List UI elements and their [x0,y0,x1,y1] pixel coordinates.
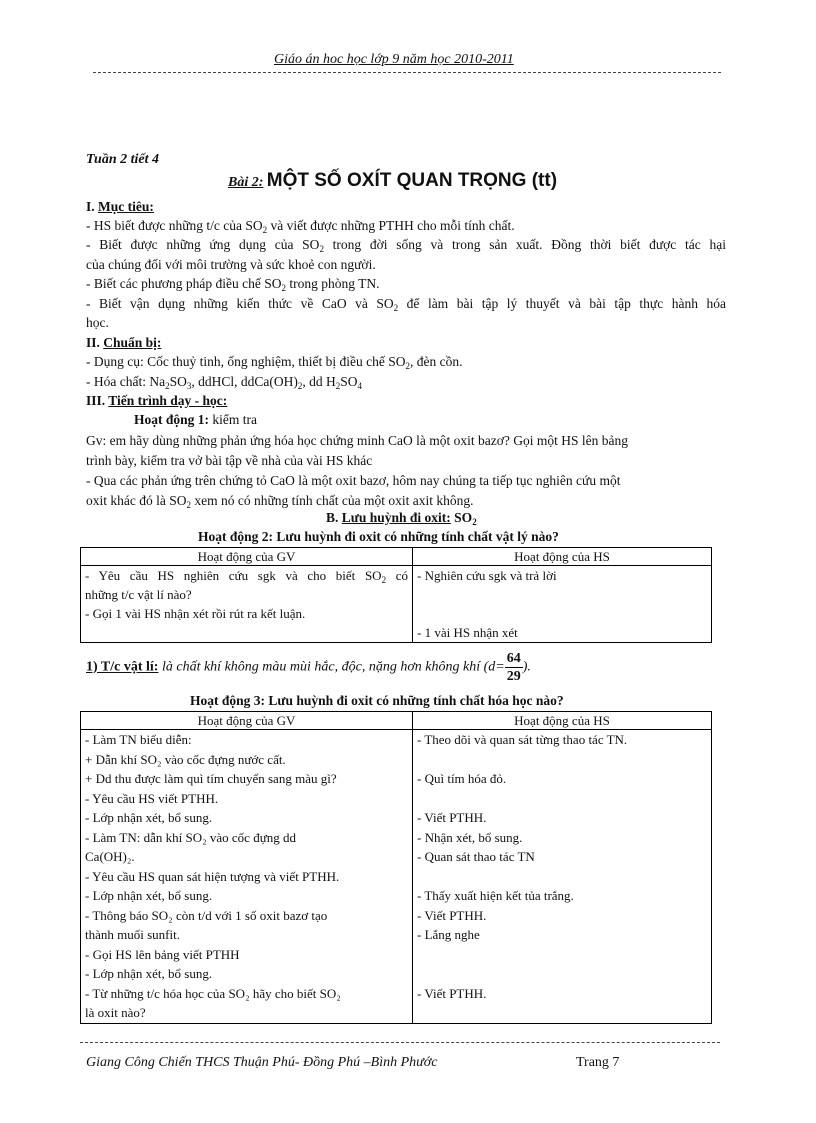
sec2-title: Chuẩn bị: [103,335,162,350]
table-header-row [81,712,712,730]
sec1-line6: học. [86,315,109,330]
cell-line: - Thông báo SO₂ còn t/d với 1 số oxit bazơ tạo [85,907,328,923]
sec1-line4: - Biết các phương pháp điều chế $SO_2$ trong phòng TN. [86,276,380,293]
gv-line1: Gv: em hãy dùng những phản ứng hóa học chứng minh CaO là một oxit bazơ? Gọi một HS lên bảng [86,433,629,448]
cell-line [417,789,707,809]
cell-line: + Dẫn khí SO₂ vào cốc đựng nước cất. [85,751,286,767]
cell-line: - Yêu cầu HS viết PTHH. [85,790,219,806]
sec2-line2: - Hóa chất: $Na_2SO_3$, ddHCl, $ddCa(OH)_2$, dd $H_2SO_4$ [86,374,362,391]
col-gv: Hoạt động của GV [81,712,413,730]
sec1-num: I. [86,199,95,214]
table-header-row [81,548,712,566]
cell-line: - Gọi HS lên bảng viết PTHH [85,946,240,962]
sec2-line1: - Dụng cụ: Cốc thuỷ tinh, ống nghiệm, thiết bị điều chế $SO_2$, đèn cồn. [86,354,463,371]
sec1-title: Mục tiêu: [98,199,154,214]
secB-heading: B. Lưu huỳnh đi oxit: $SO_2$ [326,510,477,527]
cell-line [417,1003,707,1023]
cell-line: - Làm TN biểu diễn: [85,732,192,747]
cell-line: - Lớp nhận xét, bổ sung. [85,810,213,825]
sec1-line3: của chúng đối với môi trường và sức khoẻ con người. [86,257,376,272]
sec1-heading [86,197,726,216]
gv-line4: oxit khác đó là $SO_2$ xem nó có những tính chất của một oxit axit không. [86,493,474,510]
hd2-hs-cell: - Nghiên cứu sgk và trả lời - 1 vài HS nhận xét [413,566,712,643]
sec3-title: Tiến trình dạy - học: [108,393,228,408]
cell-line: - Thấy xuất hiện kết tủa trắng. [417,888,574,903]
hd3-hs-cell [413,730,712,1024]
week-label: Tuần 2 tiết 4 [86,152,159,167]
hd2-table [80,547,712,643]
cell-line: - Nhận xét, bổ sung. [417,829,523,845]
lesson-title-text: MỘT SỐ OXÍT QUAN TRỌNG (tt) [266,170,558,191]
tc-label: 1) T/c vật lí: [86,659,159,675]
col-hs: Hoạt động của HS [413,548,712,566]
cell-line: thành muối sunfit. [85,927,180,942]
cell-line: - Làm TN: dẫn khí SO₂ vào cốc đựng dd [85,829,296,845]
hd1-line: Hoạt động 1: kiểm tra [134,412,257,427]
lesson-title [228,170,557,192]
sec2-num: II. [86,335,100,350]
table-row [81,730,712,1024]
cell-line: + Dd thu được làm quì tím chuyển sang màu gì? [85,771,337,786]
cell-line [417,964,707,984]
sec3-heading [86,391,726,410]
cell-line: - Viết PTHH. [417,907,487,923]
col-gv: Hoạt động của GV [81,548,413,566]
cell-line [417,945,707,965]
cell-line: - Quì tím hóa đỏ. [417,771,507,786]
footer-rule [80,1042,720,1043]
cell-line [417,867,707,887]
cell-line: - Viết PTHH. [417,985,487,1001]
lesson-bai-label: Bài 2: [228,175,264,190]
sec1-line1: - HS biết được những t/c của $SO_2$ và viết được những PTHH cho mỗi tính chất. [86,218,515,235]
hd3-table [80,711,712,1024]
cell-line: - Lớp nhận xét, bổ sung. [85,966,213,981]
sec1-line2: - Biết được những ứng dụng của $SO_2$ trong đời sống và trong sản xuất. Đồng thời biết được tác hại [86,237,726,254]
cell-line: - Theo dõi và quan sát từng thao tác TN. [417,732,628,747]
table-row [81,566,712,643]
cell-line: là oxit nào? [85,1005,146,1020]
tc-text: là chất khí không màu mùi hắc, độc, nặng hơn không khí (d= [158,659,505,675]
gv-line2: trình bày, kiểm tra vở bài tập về nhà của vài HS khác [86,453,373,468]
cell-line: - Lắng nghe [417,927,480,942]
header-rule [93,72,721,73]
density-fraction: $\frac{64}{29}$ [506,651,521,684]
tc-line: 1) T/c vật lí: là chất khí không màu mùi hắc, độc, nặng hơn không khí (d= $\frac{64}{29}$ ). [86,651,531,684]
footer-page: Trang 7 [576,1055,620,1070]
cell-line: Ca(OH)₂. [85,849,135,864]
cell-line [417,750,707,770]
cell-line: - Từ những t/c hóa học của SO₂ hãy cho biết SO₂ [85,985,341,1001]
cell-line: - Quan sát thao tác TN [417,849,535,864]
sec1-line5: - Biết vận dụng những kiến thức về CaO và $SO_2$ để làm bài tập lý thuyết và bài tập thực hành hóa [86,296,726,313]
hd2-title: Hoạt động 2: Lưu huỳnh đi oxit có những tính chất vật lý nào? [198,529,559,544]
footer-author: Giang Công Chiến THCS Thuận Phú- Đồng Phú –Bình Phước [86,1055,438,1070]
hd2-gv-cell: - Yêu cầu HS nghiên cứu sgk và cho biết $SO_2$ có những t/c vật lí nào? - Gọi 1 vài HS nhận xét rồi rút ra kết luận. [81,566,413,643]
cell-line: - Viết PTHH. [417,810,487,825]
sec2-heading [86,333,726,352]
gv-line3: - Qua các phản ứng trên chứng tỏ CaO là một oxit bazơ, hôm nay chúng ta tiếp tục nghiên cứu một [86,473,621,488]
cell-line: - Yêu cầu HS quan sát hiện tượng và viết PTHH. [85,868,340,884]
sec3-num: III. [86,393,106,408]
hd3-gv-cell [81,730,413,1024]
cell-line: - Lớp nhận xét, bổ sung. [85,888,213,903]
header-title: Giáo án hoc học lớp 9 năm học 2010-2011 [274,52,514,67]
hd3-title: Hoạt động 3: Lưu huỳnh đi oxit có những tính chất hóa học nào? [190,693,564,708]
col-hs: Hoạt động của HS [413,712,712,730]
